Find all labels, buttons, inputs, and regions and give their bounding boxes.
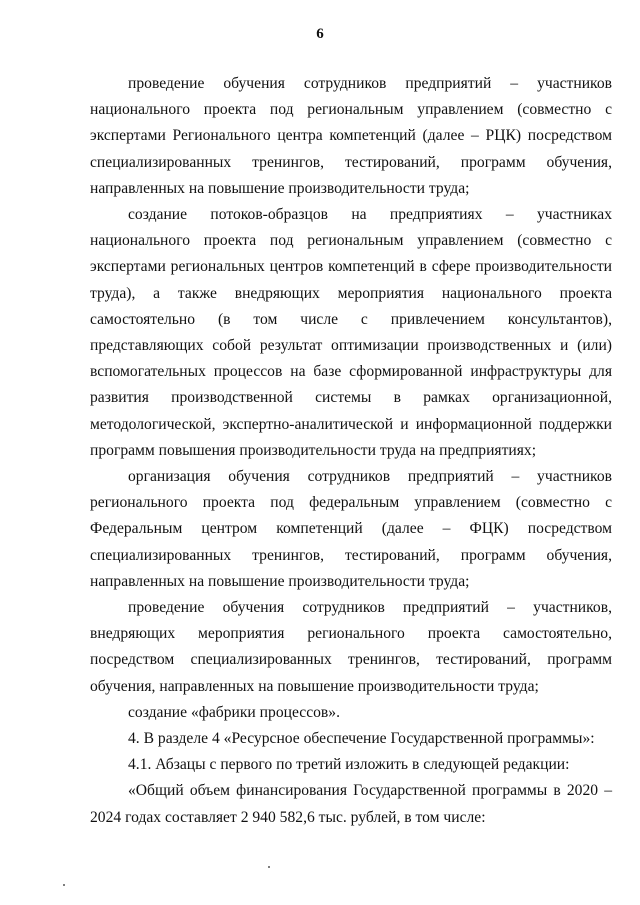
paragraph-subsection-4-1: 4.1. Абзацы с первого по третий изложить в следующей редакции: bbox=[128, 756, 570, 774]
paragraph-training-regional: проведение обучения сотрудников предприятий – участников национального проекта под региональным управлением (совместно с экспертами Регионального центра компетенций (далее – РЦК) посредством специализированных тренингов, тестирований, программ обучения, направленных на повышение производительности труда; bbox=[90, 75, 612, 197]
scan-artifact-dot bbox=[63, 884, 65, 886]
paragraph-process-factory: создание «фабрики процессов». bbox=[128, 703, 340, 721]
paragraph-training-federal: организация обучения сотрудников предприятий – участников регионального проекта под федеральным управлением (совместно с Федеральным центром компетенций (далее – ФЦК) посредством специализированных тренингов, тестирований, программ обучения, направленных на повышение производительности труда; bbox=[90, 468, 612, 590]
paragraph-section-4: 4. В разделе 4 «Ресурсное обеспечение Государственной программы»: bbox=[128, 730, 595, 748]
paragraph-funding-total: «Общий объем финансирования Государственной программы в 2020 – 2024 годах составляет 2 940 582,6 тыс. рублей, в том числе: bbox=[90, 782, 612, 826]
paragraph-pilot-flows: создание потоков-образцов на предприятиях – участниках национального проекта под региональным управлением (совместно с экспертами региональных центров компетенций в сфере производительности труда), а также внедряющих мероприятия национального проекта самостоятельно (в том числе с привлечением консультантов), представляющих собой результат оптимизации производственных и (или) вспомогательных процессов на базе сформированной инфраструктуры для развития производственной системы в рамках организационной, методологической, экспертно-аналитической и информационной поддержки программ повышения производительности труда на предприятиях; bbox=[90, 206, 612, 459]
scan-artifact-dot bbox=[268, 866, 270, 868]
document-body bbox=[90, 71, 612, 831]
paragraph-training-self: проведение обучения сотрудников предприятий – участников, внедряющих мероприятия регионального проекта самостоятельно, посредством специализированных тренингов, тестирований, программ обучения, направленных на повышение производительности труда; bbox=[90, 599, 612, 695]
page-number: 6 bbox=[316, 26, 324, 42]
